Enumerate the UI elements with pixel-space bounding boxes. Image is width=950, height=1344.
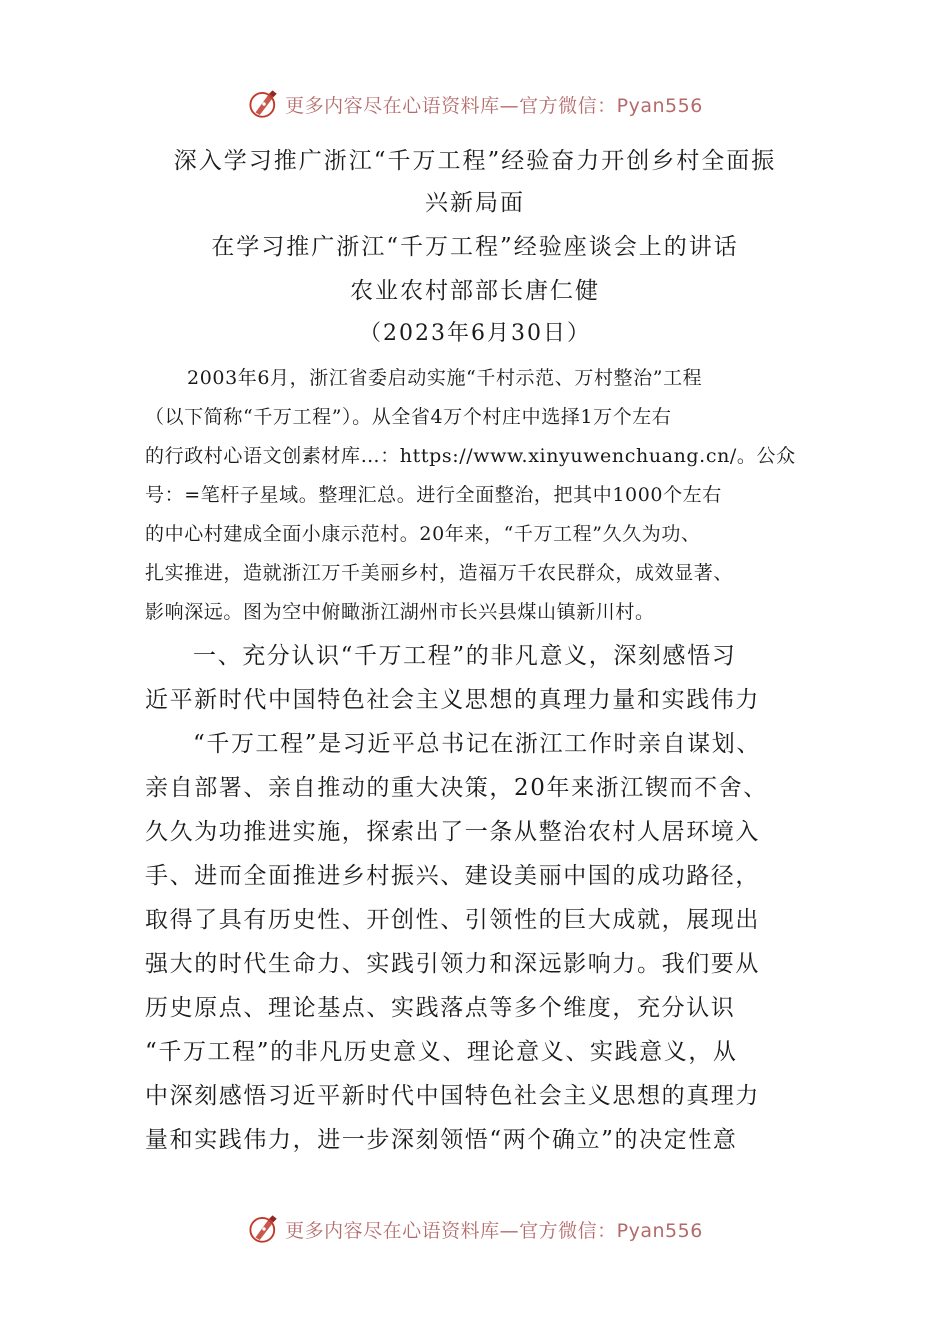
section-heading-line: 一、充分认识“千万工程”的非凡意义，深刻感悟习 [193,643,737,669]
header-watermark-banner [0,84,950,124]
body-line: 手、进而全面推进乡村振兴、建设美丽中国的成功路径， [145,863,760,889]
body-line: 久久为功推进实施，探索出了一条从整治农村人居环境入 [145,819,760,845]
body-line: “千万工程”的非凡历史意义、理论意义、实践意义，从 [145,1039,738,1065]
body-line: 强大的时代生命力、实践引领力和深远影响力。我们要从 [145,951,760,977]
footer-watermark-banner [0,1209,950,1249]
intro-line: 2003年6月，浙江省委启动实施“千村示范、万村整治”工程 [187,367,703,389]
intro-line: 号：=笔杆子星域。整理汇总。进行全面整治，把其中1000个左右 [145,484,722,506]
body-line: 中深刻感悟习近平新时代中国特色社会主义思想的真理力 [145,1083,760,1109]
body-line: 历史原点、理论基点、实践落点等多个维度，充分认识 [145,995,736,1021]
document-title-line-1: 深入学习推广浙江“千万工程”经验奋力开创乡村全面振 [173,148,777,174]
watermark-text: 更多内容尽在心语资料库—官方微信：Pyan556 [285,1219,703,1242]
body-line: 取得了具有历史性、开创性、引领性的巨大成就，展现出 [145,907,760,933]
watermark-text: 更多内容尽在心语资料库—官方微信：Pyan556 [285,94,703,117]
document-title-line-2: 兴新局面 [425,190,525,216]
pen-nib-logo-icon [247,1212,281,1246]
document-subtitle: 在学习推广浙江“千万工程”经验座谈会上的讲话 [211,234,739,260]
section-heading-line: 近平新时代中国特色社会主义思想的真理力量和实践伟力 [145,687,760,713]
body-line: “千万工程”是习近平总书记在浙江工作时亲自谋划、 [193,731,761,757]
intro-line: 的中心村建成全面小康示范村。20年来，“千万工程”久久为功、 [145,523,701,545]
intro-line: 扎实推进，造就浙江万千美丽乡村，造福万千农民群众，成效显著、 [145,562,734,584]
body-line: 亲自部署、亲自推动的重大决策，20年来浙江锲而不舍、 [145,775,768,801]
document-date: （2023年6月30日） [359,321,591,346]
intro-line: （以下简称“千万工程”）。从全省4万个村庄中选择1万个左右 [145,406,672,428]
intro-line: 的行政村心语文创素材库…：https://www.xinyuwenchuang.cn/。公众 [145,445,796,467]
document-author: 农业农村部部长唐仁健 [350,278,600,304]
body-line: 量和实践伟力，进一步深刻领悟“两个确立”的决定性意 [145,1127,738,1153]
intro-line: 影响深远。图为空中俯瞰浙江湖州市长兴县煤山镇新川村。 [145,601,655,623]
pen-nib-logo-icon [247,87,281,121]
